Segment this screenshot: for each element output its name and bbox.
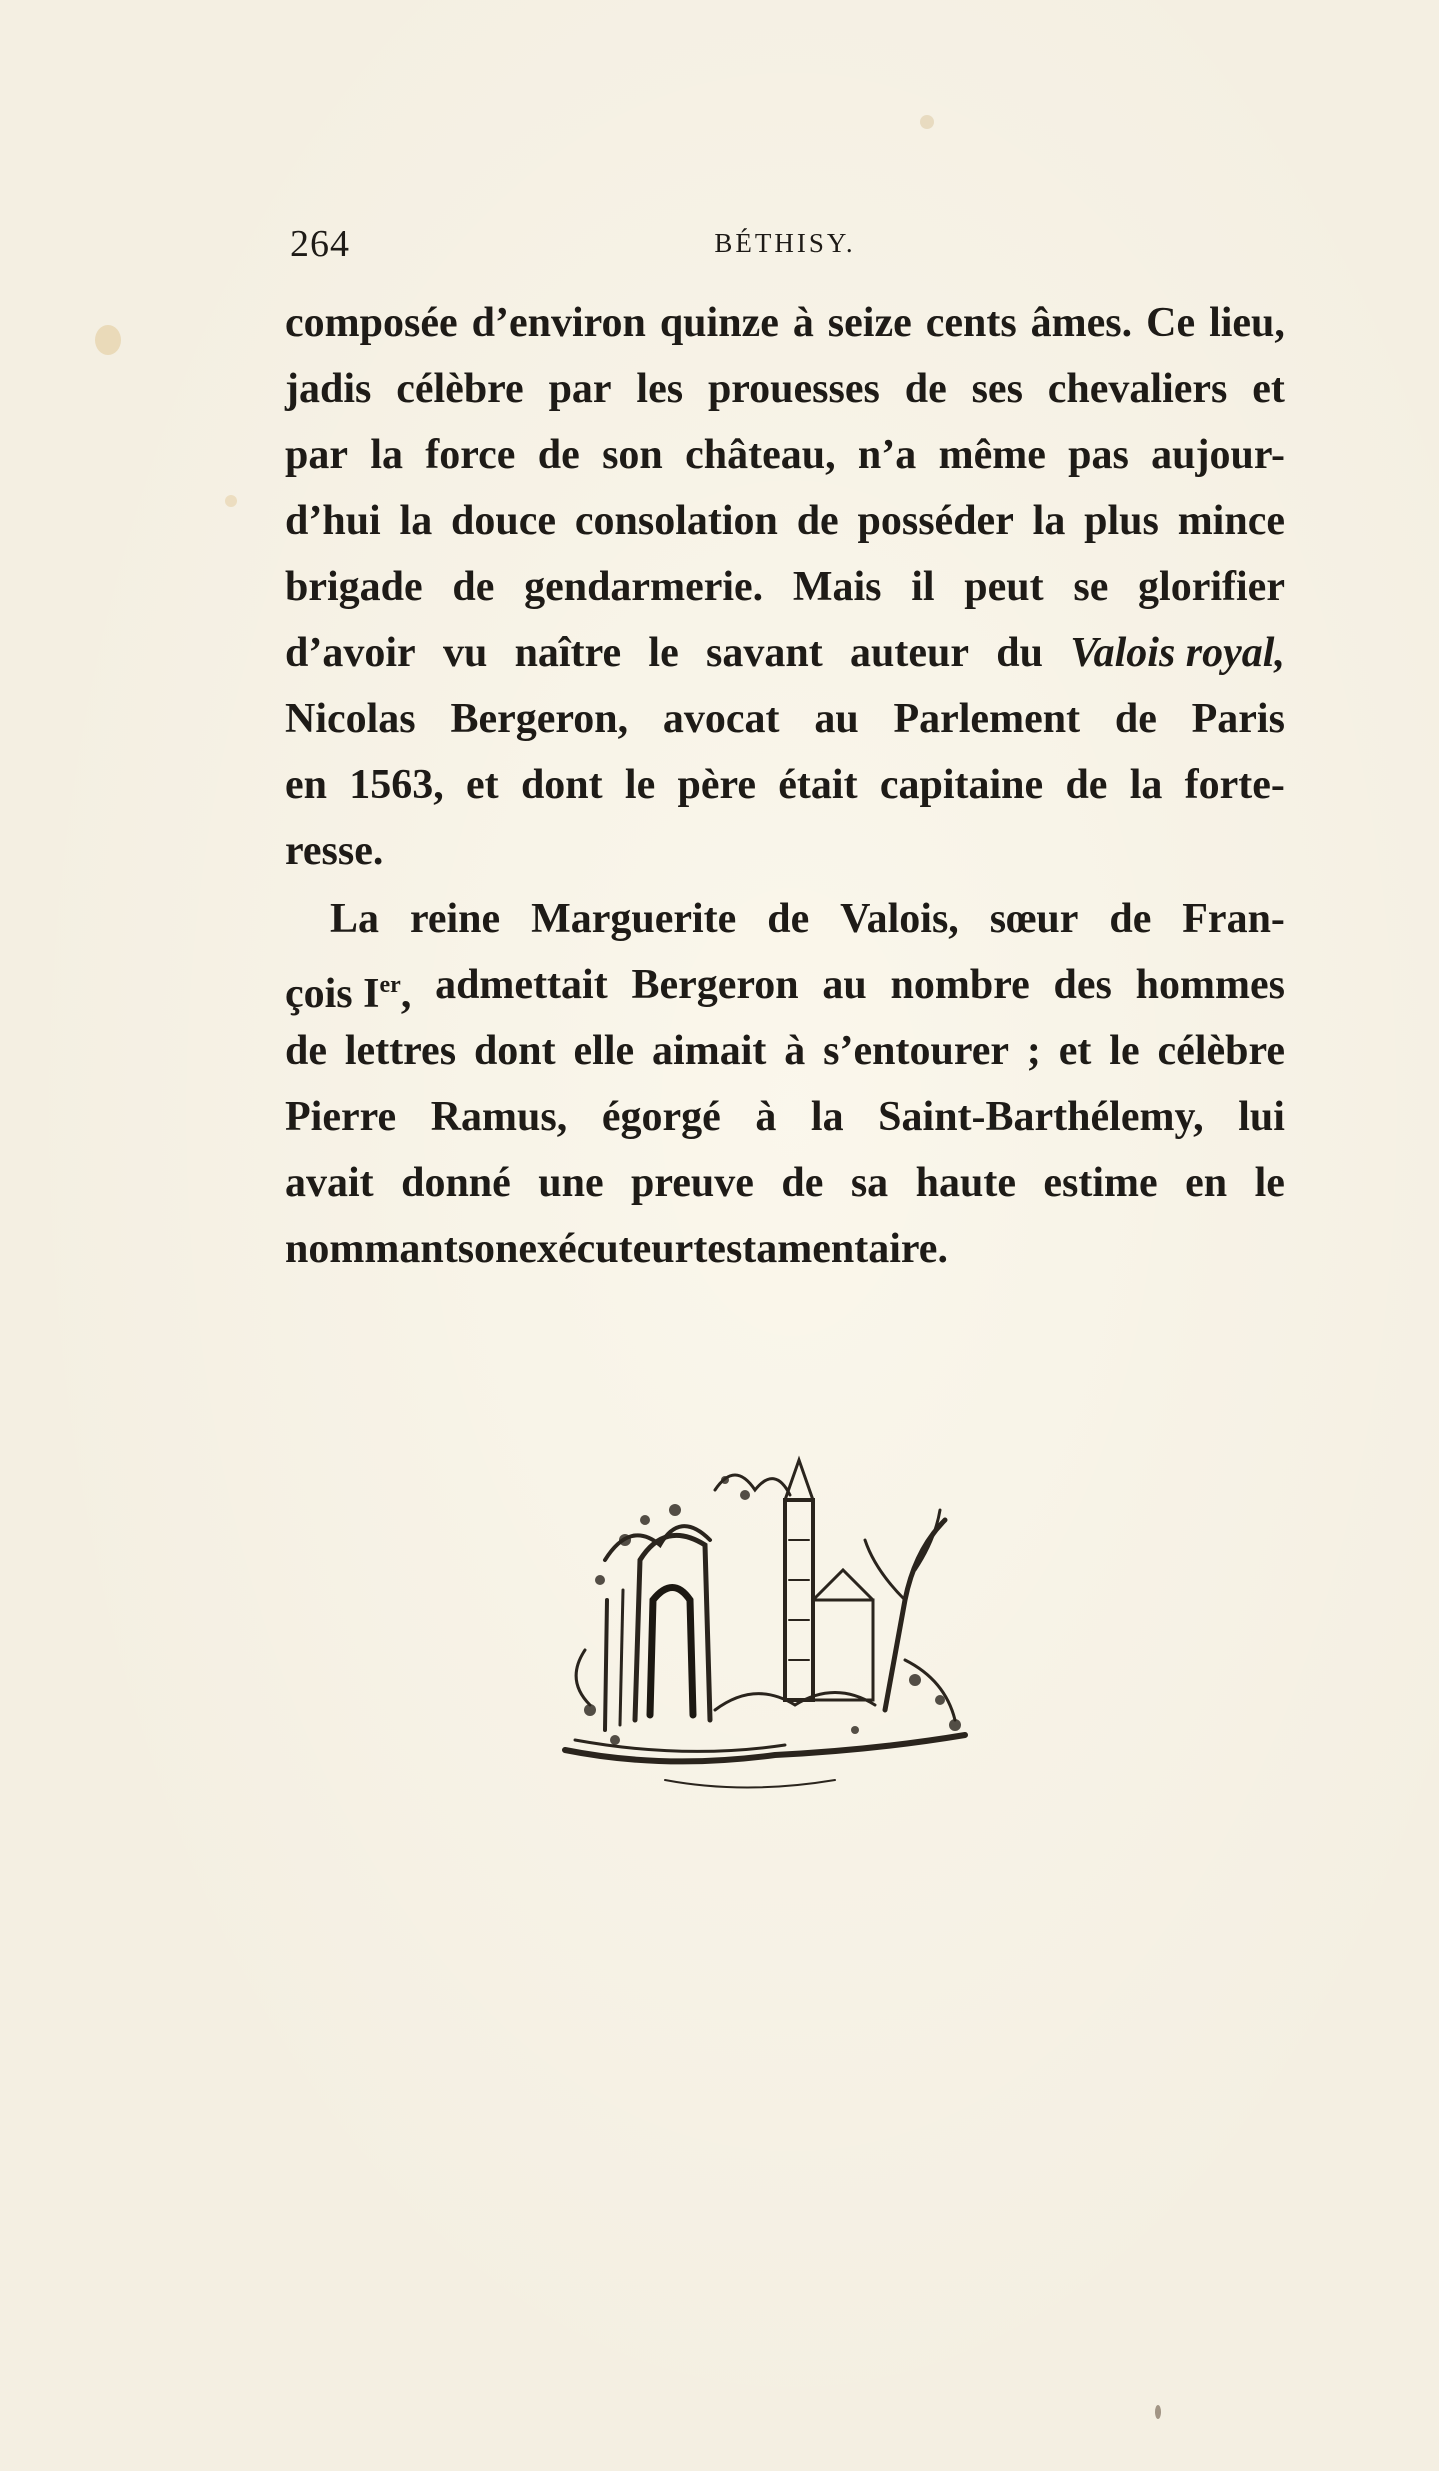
word: la [370, 432, 403, 478]
word: d’hui [285, 498, 381, 544]
text-line [285, 488, 1285, 554]
word: Saint-Barthélemy, [878, 1094, 1204, 1140]
word: en [285, 762, 327, 808]
word: avocat [662, 696, 780, 742]
word: de [452, 564, 495, 610]
word: glorifier [1138, 564, 1285, 610]
word: de [796, 498, 839, 544]
word: capitaine [879, 762, 1044, 808]
word: haute [915, 1160, 1016, 1206]
running-title: BÉTHISY. [714, 228, 856, 258]
text-line [285, 554, 1285, 620]
word: des [1053, 962, 1112, 1008]
word: au [814, 696, 859, 742]
word: exécuteur [518, 1226, 694, 1272]
word: n’a [857, 432, 917, 478]
word: posséder [857, 498, 1014, 544]
word: du [996, 630, 1043, 676]
word: çois Ier, [285, 971, 412, 1017]
word: par [548, 366, 612, 412]
text-line [285, 886, 1285, 952]
word: et [1252, 366, 1285, 412]
word: même [938, 432, 1046, 478]
word: au [822, 962, 867, 1008]
word: vu [442, 630, 488, 676]
word: ; [1026, 1028, 1041, 1074]
word: preuve [631, 1160, 754, 1206]
foxing-spot [225, 495, 237, 507]
word: hommes [1135, 962, 1285, 1008]
word: et [466, 762, 499, 808]
word: château, [685, 432, 836, 478]
word: Bergeron [631, 962, 799, 1008]
word: Ce [1146, 300, 1196, 346]
word: la [1129, 762, 1163, 808]
word: lettres [344, 1028, 457, 1074]
word: forte- [1184, 762, 1285, 808]
word: célèbre [1157, 1028, 1285, 1074]
italic-book-title: Valois royal, [1070, 630, 1285, 676]
word: cents [925, 300, 1017, 346]
word: de [767, 896, 810, 942]
word: nombre [890, 962, 1030, 1008]
word: composée [285, 300, 458, 346]
word: célèbre [396, 366, 524, 412]
word: les [636, 366, 684, 412]
word: une [538, 1160, 604, 1206]
text-line [285, 290, 1285, 356]
ruins-engraving-icon [545, 1450, 995, 1805]
word: s’entourer [823, 1028, 1009, 1074]
word: admettait [435, 962, 608, 1008]
word: lui [1238, 1094, 1285, 1140]
text-line [285, 1216, 1285, 1282]
word: dont [520, 762, 603, 808]
word: se [1073, 564, 1109, 610]
text-line [285, 1150, 1285, 1216]
word: de [904, 366, 947, 412]
word: le [624, 762, 656, 808]
word: d’environ [471, 300, 646, 346]
word: quinze [659, 300, 779, 346]
word: Fran- [1182, 896, 1285, 942]
word: à [792, 300, 814, 346]
text-line [285, 818, 1285, 884]
word: elle [573, 1028, 635, 1074]
word: testamentaire. [693, 1226, 948, 1272]
superscript: er [379, 972, 401, 998]
word: naître [514, 630, 622, 676]
word: la [810, 1094, 844, 1140]
running-head [290, 222, 1280, 272]
text-line [285, 356, 1285, 422]
word: de [285, 1028, 327, 1074]
word: pas [1068, 432, 1129, 478]
word: était [778, 762, 858, 808]
text-line [285, 1084, 1285, 1150]
word: il [911, 564, 935, 610]
word: plus [1084, 498, 1159, 544]
word: Valois, [840, 896, 959, 942]
word: père [677, 762, 757, 808]
word: à [755, 1094, 777, 1140]
word: la [1032, 498, 1066, 544]
word: son [602, 432, 663, 478]
text-line [285, 1018, 1285, 1084]
word: La [330, 896, 380, 942]
word: le [1109, 1028, 1140, 1074]
word: prouesses [707, 366, 880, 412]
word: estime [1043, 1160, 1158, 1206]
word: sa [850, 1160, 889, 1206]
word: la [399, 498, 433, 544]
word: Mais [792, 564, 882, 610]
text-line [285, 422, 1285, 488]
word: lieu, [1209, 300, 1285, 346]
word: Nicolas [285, 696, 416, 742]
word: Bergeron, [450, 696, 629, 742]
word: force [425, 432, 516, 478]
word: Ramus, [430, 1094, 568, 1140]
word: en [1185, 1160, 1228, 1206]
word: âmes. [1030, 300, 1133, 346]
text-line-with-superscript [285, 952, 1285, 1018]
foxing-spot [920, 115, 934, 129]
word: dont [473, 1028, 556, 1074]
text-line-with-italic [285, 620, 1285, 686]
word: aujour- [1151, 432, 1285, 478]
word: Pierre [285, 1094, 397, 1140]
word: donné [401, 1160, 511, 1206]
word: et [1058, 1028, 1092, 1074]
word: reine [409, 896, 501, 942]
word: de [781, 1160, 824, 1206]
word: jadis [285, 366, 372, 412]
word: douce [451, 498, 557, 544]
word: gendarmerie. [524, 564, 764, 610]
word: chevaliers [1047, 366, 1228, 412]
word: de [1065, 762, 1108, 808]
word: peut [964, 564, 1044, 610]
word: égorgé [601, 1094, 721, 1140]
text-line [285, 686, 1285, 752]
word: sœur [989, 896, 1079, 942]
word: mince [1177, 498, 1285, 544]
word: avait [285, 1160, 374, 1206]
page-number: 264 [290, 223, 350, 265]
word: nommant [285, 1226, 458, 1272]
word: auteur [849, 630, 969, 676]
word: par [285, 432, 348, 478]
text-line [285, 752, 1285, 818]
word: ses [971, 366, 1023, 412]
word: le [648, 630, 679, 676]
word: Paris [1191, 696, 1285, 742]
word: de [1114, 696, 1157, 742]
word: d’avoir [285, 630, 416, 676]
word: le [1254, 1160, 1285, 1206]
word: 1563, [349, 762, 444, 808]
word: de [1109, 896, 1152, 942]
word: son [457, 1226, 519, 1272]
word: à [784, 1028, 806, 1074]
word: Parlement [893, 696, 1081, 742]
foxing-spot [1155, 2405, 1161, 2419]
word: de [537, 432, 580, 478]
word: aimait [652, 1028, 767, 1074]
word: brigade [285, 564, 423, 610]
body-text [285, 290, 1285, 1282]
word: savant [706, 630, 823, 676]
word: seize [827, 300, 912, 346]
foxing-spot [95, 325, 121, 355]
word: resse. [285, 828, 384, 874]
word: Marguerite [531, 896, 737, 942]
word: consolation [574, 498, 778, 544]
